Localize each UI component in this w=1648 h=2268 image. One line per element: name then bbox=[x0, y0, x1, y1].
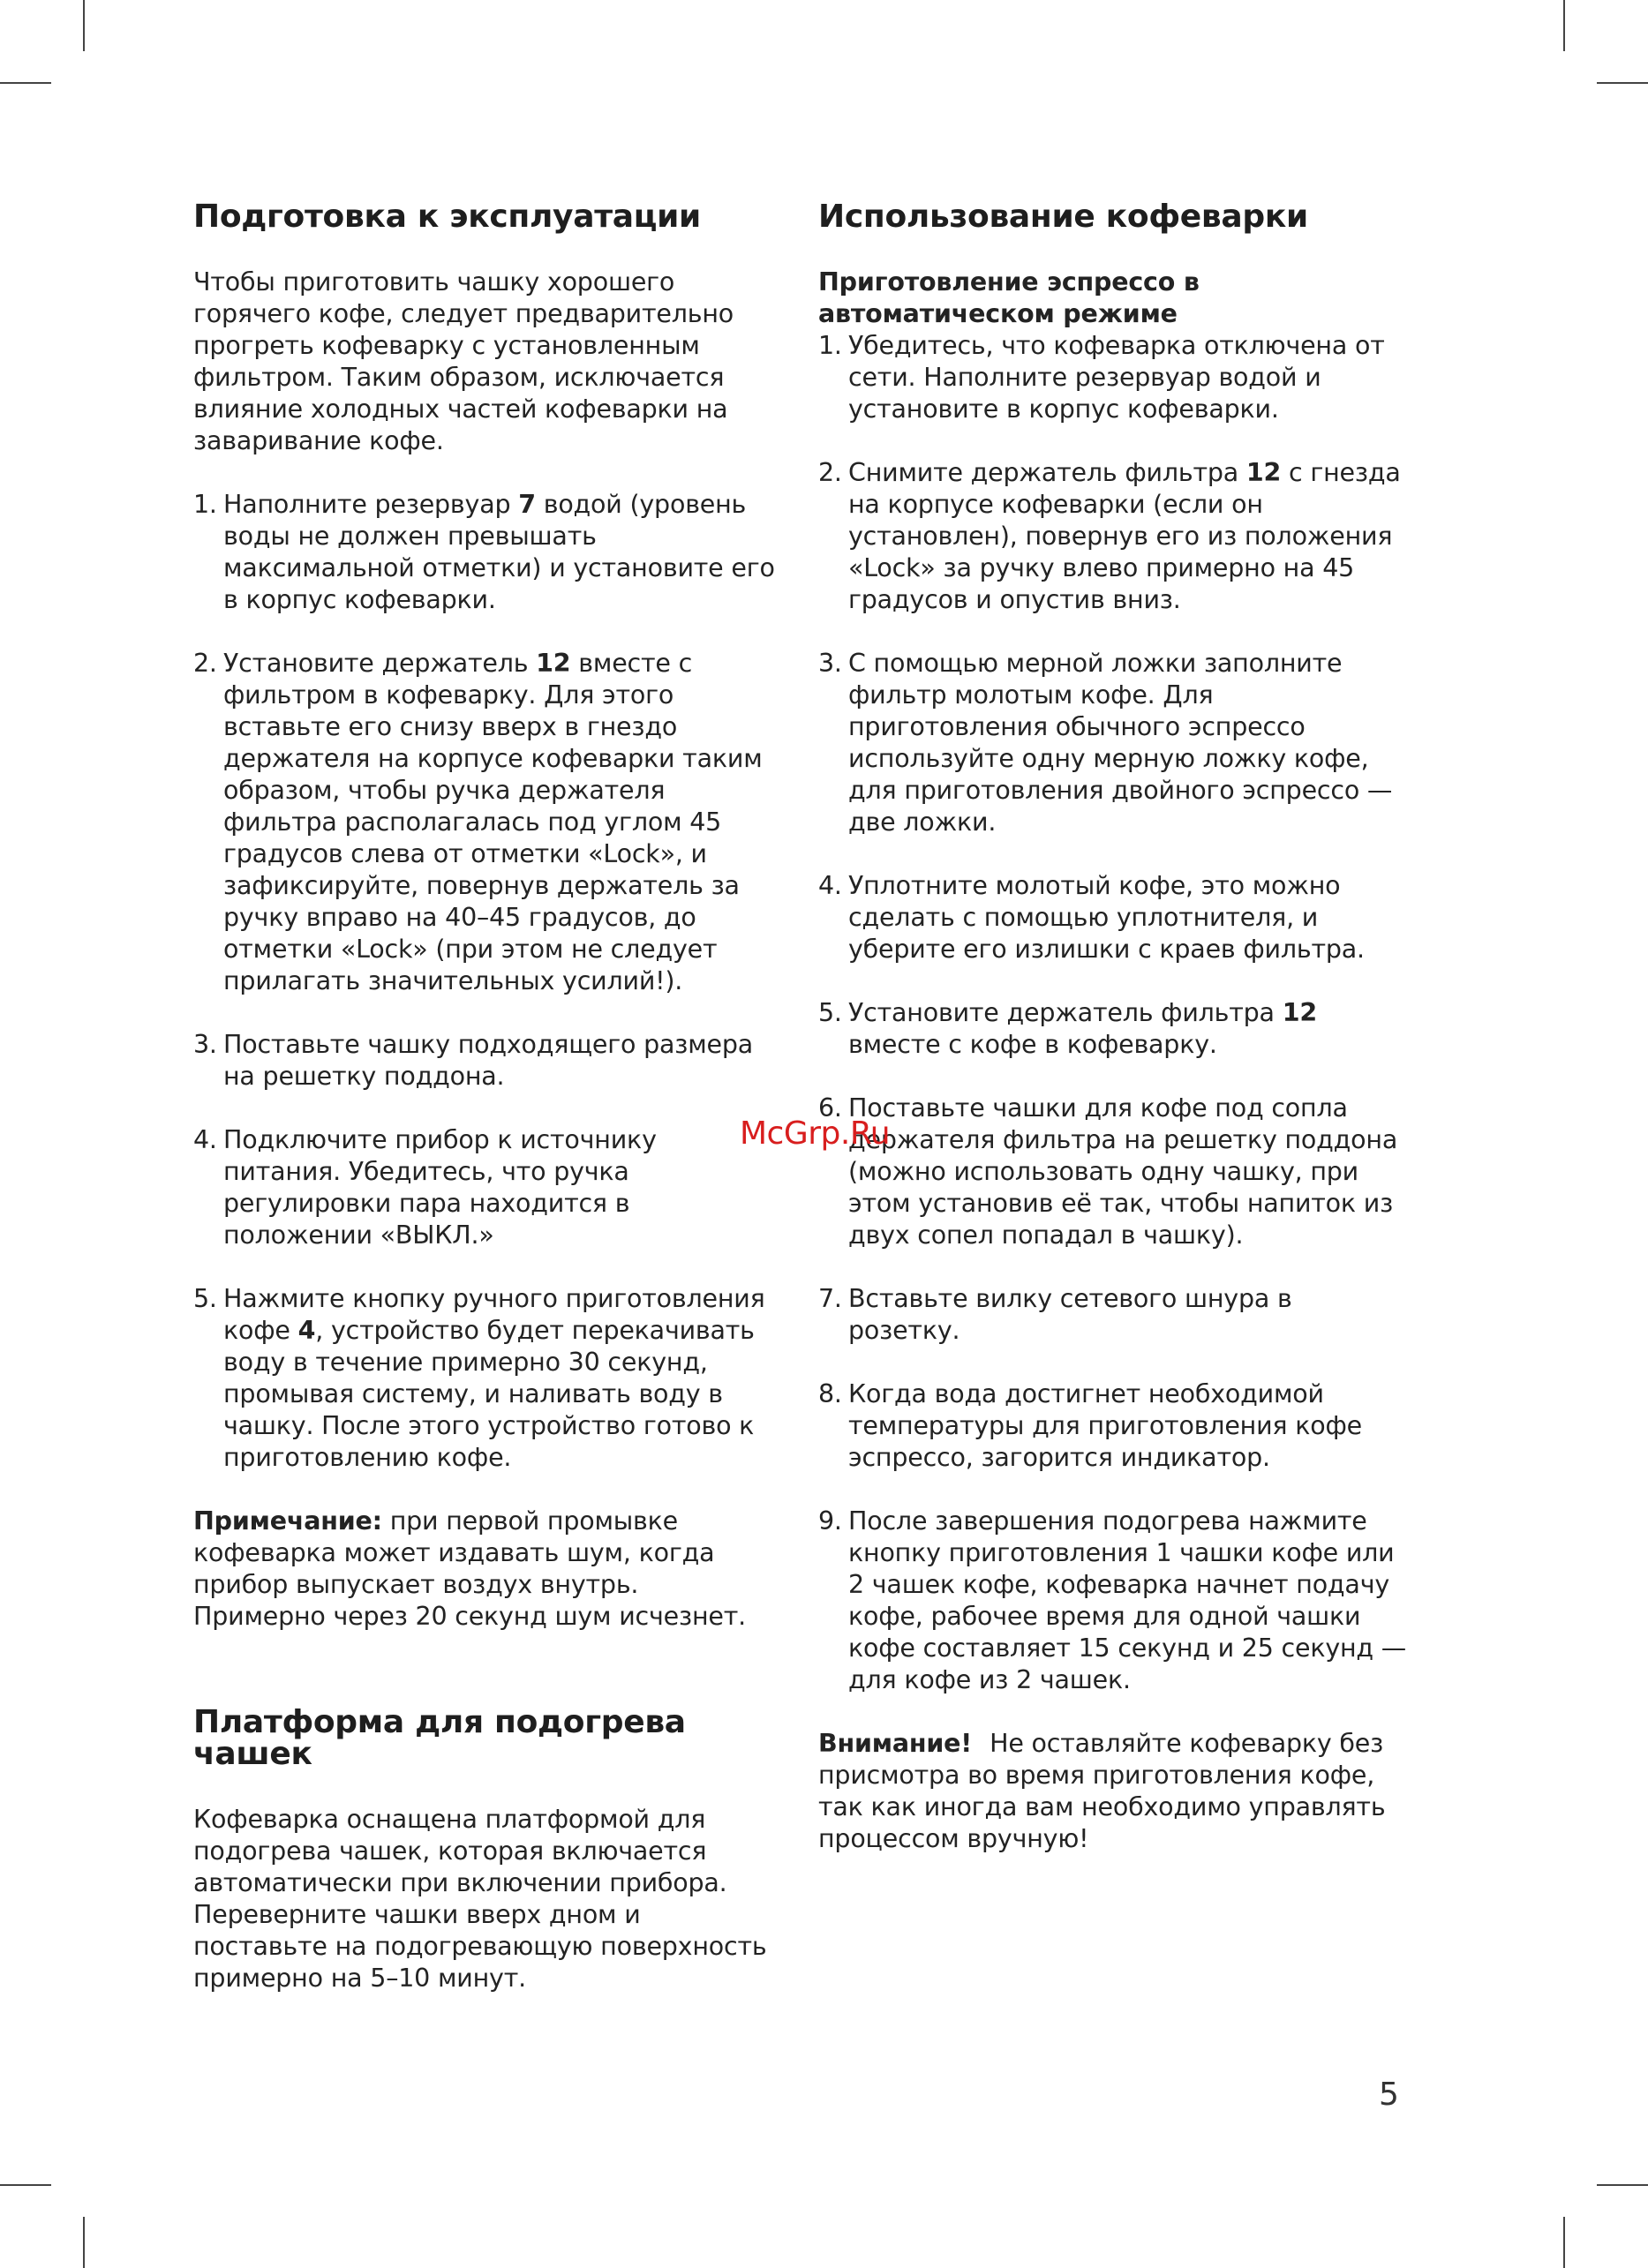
list-item: 8. Когда вода достигнет необходимой температуры для приготовления кофе эспрессо, загорится индикатор. bbox=[818, 1379, 1362, 1472]
cup-warmer-section bbox=[193, 1704, 776, 1994]
list-item: 2. Снимите держатель фильтра 12 с гнезда на корпусе кофеварки (если он установлен), повернув его из положения «Lock» за ручку влево примерно на 45 градусов и опустив вниз. bbox=[818, 458, 1401, 614]
section-title-cup-warmer: Платформа для подогрева чашек bbox=[193, 1704, 686, 1772]
preparation-steps bbox=[193, 489, 776, 1474]
right-column bbox=[818, 201, 1410, 1855]
warning-text: Не оставляйте кофеварку без присмотра во время приготовления кофе, так как иногда вам необходимо управлять процессом вручную! bbox=[818, 1729, 1386, 1853]
intro-paragraph: Чтобы приготовить чашку хорошего горячего кофе, следует предварительно прогреть кофеварку с установленным фильтром. Таким образом, исключается влияние холодных частей кофеварки на заваривание кофе. bbox=[193, 267, 734, 455]
list-item: 5. Установите держатель фильтра 12 вместе с кофе в кофеварку. bbox=[818, 998, 1317, 1059]
list-item: 1. Убедитесь, что кофеварка отключена от сети. Наполните резервуар водой и установите в корпус кофеварки. bbox=[818, 331, 1385, 424]
page-number: 5 bbox=[1379, 2076, 1399, 2113]
list-item: 9. После завершения подогрева нажмите кнопку приготовления 1 чашки кофе или 2 чашек кофе, кофеварка начнет подачу кофе, рабочее время для одной чашки кофе составляет 15 секунд и 25 секунд — для кофе из 2 чашек. bbox=[818, 1506, 1407, 1694]
watermark: McGrp.Ru bbox=[740, 1115, 891, 1152]
list-item: 5. Нажмите кнопку ручного приготовления кофе 4, устройство будет перекачивать воду в течение примерно 30 секунд, промывая систему, и наливать воду в чашку. После этого устройство готово к приготовлению кофе. bbox=[193, 1284, 765, 1472]
list-item: 3. С помощью мерной ложки заполните фильтр молотым кофе. Для приготовления обычного эспрессо используйте одну мерную ложку кофе, для приготовления двойного эспрессо — две ложки. bbox=[818, 649, 1393, 837]
crop-mark bbox=[83, 0, 85, 51]
list-item: 7. Вставьте вилку сетевого шнура в розетку. bbox=[818, 1284, 1292, 1345]
note-text: при первой промывке кофеварка может издавать шум, когда прибор выпускает воздух внутрь. Примерно через 20 секунд шум исчезнет. bbox=[193, 1506, 746, 1631]
list-item: 6. Поставьте чашки для кофе под сопла держателя фильтра на решетку поддона (можно использовать одну чашку, при этом установив её так, чтобы напиток из двух сопел попадал в чашку). bbox=[818, 1093, 1398, 1250]
section-title-usage: Использование кофеварки bbox=[818, 199, 1308, 235]
crop-mark bbox=[0, 2184, 51, 2186]
crop-mark bbox=[0, 82, 51, 84]
list-item: 4. Уплотните молотый кофе, это можно сделать с помощью уплотнителя, и уберите его излишки с краев фильтра. bbox=[818, 871, 1365, 964]
crop-mark bbox=[1597, 82, 1648, 84]
left-column bbox=[193, 201, 776, 1994]
cup-warmer-paragraph: Кофеварка оснащена платформой для подогрева чашек, которая включается автоматически при включении прибора. Переверните чашки вверх дном и поставьте на подогревающую поверхность примерно на 5–10 минут. bbox=[193, 1805, 767, 1993]
note-paragraph bbox=[193, 1506, 776, 1633]
warning-label: Внимание! bbox=[818, 1729, 973, 1758]
crop-mark bbox=[1563, 0, 1565, 51]
crop-mark bbox=[1563, 2217, 1565, 2268]
subheading-espresso: Приготовление эспрессо в автоматическом режиме bbox=[818, 267, 1200, 328]
usage-steps bbox=[818, 330, 1410, 1696]
list-item: 3. Поставьте чашку подходящего размера на решетку поддона. bbox=[193, 1030, 753, 1091]
list-item: 2. Установите держатель 12 вместе с фильтром в кофеварку. Для этого вставьте его снизу вверх в гнездо держателя на корпусе кофеварки таким образом, чтобы ручка держателя фильтра располагалась под углом 45 градусов слева от отметки «Lock», и зафиксируйте, повернув держатель за ручку вправо на 40–45 градусов, до отметки «Lock» (при этом не следует прилагать значительных усилий!). bbox=[193, 649, 763, 995]
crop-mark bbox=[1597, 2184, 1648, 2186]
list-item: 4. Подключите прибор к источнику питания. Убедитесь, что ручка регулировки пара находится в положении «ВЫКЛ.» bbox=[193, 1125, 657, 1250]
warning-paragraph bbox=[818, 1728, 1410, 1855]
section-title-preparation: Подготовка к эксплуатации bbox=[193, 199, 701, 235]
note-label: Примечание: bbox=[193, 1506, 382, 1536]
list-item: 1. Наполните резервуар 7 водой (уровень воды не должен превышать максимальной отметки) и установите его в корпус кофеварки. bbox=[193, 490, 775, 614]
crop-mark bbox=[83, 2217, 85, 2268]
